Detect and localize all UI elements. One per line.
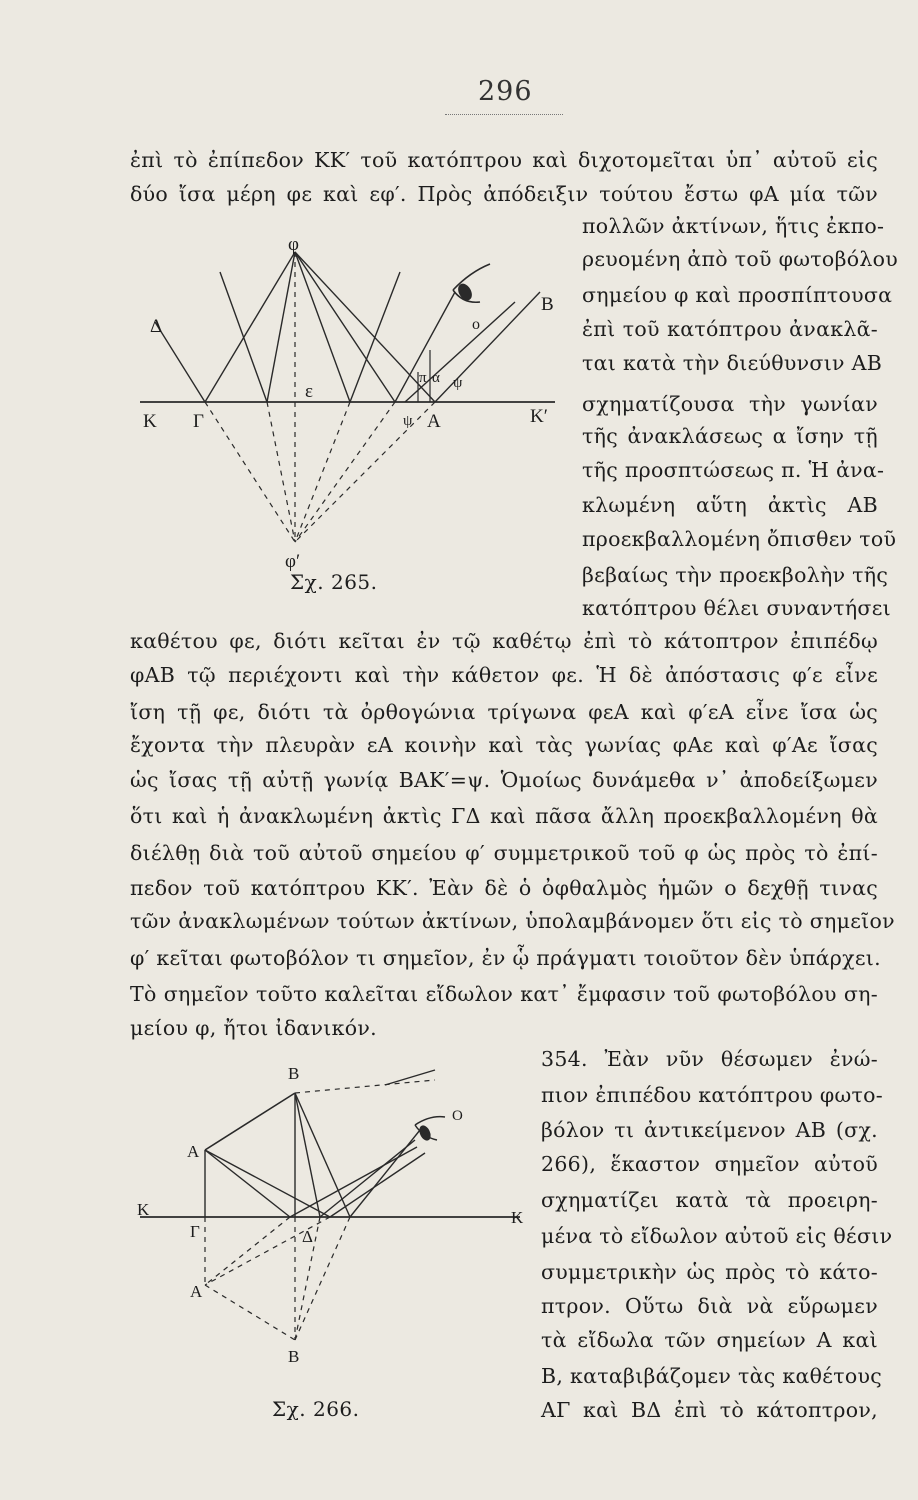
incident-ray: [205, 1150, 290, 1217]
reflected-ray: [155, 322, 205, 402]
incident-ray: [295, 252, 395, 402]
page-number: 296: [478, 76, 533, 107]
text-line: κλωμένη αὕτη ἀκτὶς ΑΒ: [582, 493, 878, 517]
text-line: προεκβαλλομένη ὄπισθεν τοῦ: [582, 527, 897, 551]
object-ab: [205, 1093, 295, 1150]
text-line: κατόπτρου θέλει συναντήσει: [582, 596, 891, 620]
text-line: Τὸ σημεῖον τοῦτο καλεῖται εἴδωλον κατ᾽ ἔμφασιν τοῦ φωτοβόλου ση-: [130, 982, 878, 1006]
text-line: πτρον. Οὕτω διὰ νὰ εὕρωμεν: [541, 1294, 878, 1318]
figure-266-diagram: [135, 1055, 535, 1380]
text-line: μείου φ, ἤτοι ἰδανικόν.: [130, 1016, 377, 1040]
incident-ray: [295, 1093, 320, 1217]
label-delta: Δ: [150, 316, 163, 337]
eye-pupil: [417, 1124, 433, 1143]
label-b-image: Β: [288, 1347, 300, 1366]
text-line: ΑΓ καὶ ΒΔ ἐπὶ τὸ κάτοπτρον,: [541, 1398, 878, 1422]
label-pi: π: [419, 370, 427, 386]
label-gamma: Γ: [193, 411, 204, 432]
section-354-line: 354. Ἐὰν νῦν θέσωμεν ἐνώ-: [541, 1047, 878, 1071]
text-line: διέλθῃ διὰ τοῦ αὐτοῦ σημείου φ′ συμμετρικοῦ τοῦ φ ὡς πρὸς τὸ ἐπί-: [130, 841, 878, 865]
label-phi-prime: φ′: [285, 551, 301, 572]
text-line: καθέτου φε, διότι κεῖται ἐν τῷ καθέτῳ ἐπὶ τὸ κάτοπτρον ἐπιπέδῳ: [130, 629, 878, 653]
label-epsilon: ε: [305, 381, 313, 402]
reflected-ray: [320, 1140, 415, 1217]
reflected-ray: [350, 272, 400, 402]
incident-ray: [295, 252, 435, 402]
label-a: Α: [187, 1142, 200, 1161]
figure-266-caption: Σχ. 266.: [272, 1397, 360, 1421]
label-psi-top: ψ: [453, 375, 463, 391]
incident-ray: [295, 252, 350, 402]
prolongation: [295, 402, 435, 542]
reflected-ray: [435, 292, 540, 402]
text-line: πεδον τοῦ κατόπτρου ΚΚ′. Ἐὰν δὲ ὁ ὀφθαλμὸς ἡμῶν ο δεχθῇ τινας: [130, 876, 878, 900]
label-alpha: α: [432, 370, 440, 386]
text-line: ἴση τῇ φε, διότι τὰ ὀρθογώνια τρίγωνα φεΑ καὶ φ′εΑ εἶνε ἴσα ὡς: [130, 700, 878, 724]
label-k-prime: Κ′: [530, 406, 548, 427]
label-phi: φ: [288, 234, 299, 255]
label-delta: Δ: [302, 1227, 313, 1246]
label-gamma: Γ: [190, 1222, 200, 1241]
text-line: σχηματίζουσα τὴν γωνίαν: [582, 392, 878, 416]
label-a: Α: [427, 411, 441, 432]
text-line: τῶν ἀνακλωμένων τούτων ἀκτίνων, ὑπολαμβάνομεν ὅτι εἰς τὸ σημεῖον: [130, 909, 895, 933]
image-ab: [205, 1285, 295, 1340]
reflected-ray: [350, 1130, 420, 1217]
text-line: ται κατὰ τὴν διεύθυνσιν ΑΒ: [582, 351, 883, 375]
label-b: Β: [541, 294, 554, 315]
text-line: πιον ἐπιπέδου κατόπτρου φωτο-: [541, 1083, 884, 1107]
label-k: Κ: [143, 411, 157, 432]
text-line: βεβαίως τὴν προεκβολὴν τῆς: [582, 563, 889, 587]
text-line: ἐπὶ τοῦ κατόπτρου ἀνακλᾶ-: [582, 317, 878, 341]
text-line: ρευομένη ἀπὸ τοῦ φωτοβόλου: [582, 247, 899, 271]
text-line: τὰ εἴδωλα τῶν σημείων Α καὶ: [541, 1328, 878, 1352]
text-line: ὅτι καὶ ἡ ἀνακλωμένη ἀκτὶς ΓΔ καὶ πᾶσα ἄλλη προεκβαλλομένη θὰ: [130, 804, 878, 828]
text-line: σημείου φ καὶ προσπίπτουσα: [582, 283, 893, 307]
incident-ray: [205, 1150, 330, 1217]
label-k: Κ: [137, 1200, 150, 1219]
figure-266: [135, 1055, 535, 1380]
text-line: ἔχοντα τὴν πλευρὰν εΑ κοινὴν καὶ τὰς γωνίας φΑε καὶ φ′Αε ἴσας: [130, 733, 878, 757]
text-line: ὡς ἴσας τῇ αὐτῇ γωνίᾳ ΒΑΚ′=ψ. Ὁμοίως δυνάμεθα ν᾽ ἀποδείξωμεν: [130, 768, 878, 792]
text-line: φΑΒ τῷ περιέχοντι καὶ τὴν κάθετον φε. Ἡ δὲ ἀπόστασις φ′ε εἶνε: [130, 663, 878, 687]
label-psi-bottom: ψ: [403, 413, 413, 429]
prolongation: [205, 1217, 290, 1285]
text-line: βόλον τι ἀντικείμενον ΑΒ (σχ.: [541, 1118, 878, 1142]
text-line: δύο ἴσα μέρη φε καὶ εφ′. Πρὸς ἀπόδειξιν τούτου ἔστω φΑ μία τῶν: [130, 182, 878, 206]
prolongation: [295, 402, 395, 542]
text-line: τῆς ἀνακλάσεως α ἴσην τῇ: [582, 424, 878, 448]
reflected-ray: [290, 1147, 417, 1217]
text-line: τῆς προσπτώσεως π. Ἡ ἀνα-: [582, 458, 885, 482]
label-o: ο: [472, 316, 480, 333]
ray-line: [385, 1070, 435, 1085]
ray-dashed: [295, 1080, 435, 1093]
label-o: O: [452, 1108, 463, 1124]
text-line: 266), ἕκαστον σημεῖον αὐτοῦ: [541, 1152, 878, 1176]
label-k-prime: Κ: [511, 1208, 524, 1227]
figure-265: [135, 232, 575, 577]
text-line: ἐπὶ τὸ ἐπίπεδον ΚΚ′ τοῦ κατόπτρου καὶ διχοτομεῖται ὑπ᾽ αὐτοῦ εἰς: [130, 148, 878, 172]
figure-265-diagram: [135, 232, 575, 577]
header-rule: [445, 114, 563, 115]
text-line: συμμετρικὴν ὡς πρὸς τὸ κάτο-: [541, 1260, 878, 1284]
text-line: πολλῶν ἀκτίνων, ἥτις ἐκπο-: [582, 214, 885, 238]
text-line: σχηματίζει κατὰ τὰ προειρη-: [541, 1188, 878, 1212]
label-a-image: Α: [190, 1282, 203, 1301]
text-line: μένα τὸ εἴδωλον αὐτοῦ εἰς θέσιν: [541, 1224, 893, 1248]
reflected-ray: [330, 1153, 425, 1217]
text-line: φ′ κεῖται φωτοβόλον τι σημεῖον, ἐν ᾧ πράγματι τοιοῦτον δὲν ὑπάρχει.: [130, 946, 881, 970]
prolongation: [295, 402, 350, 542]
figure-265-caption: Σχ. 265.: [290, 570, 378, 594]
text-line: Β, καταβιβάζομεν τὰς καθέτους: [541, 1364, 883, 1388]
reflected-ray: [220, 272, 267, 402]
label-b: Β: [288, 1064, 300, 1083]
